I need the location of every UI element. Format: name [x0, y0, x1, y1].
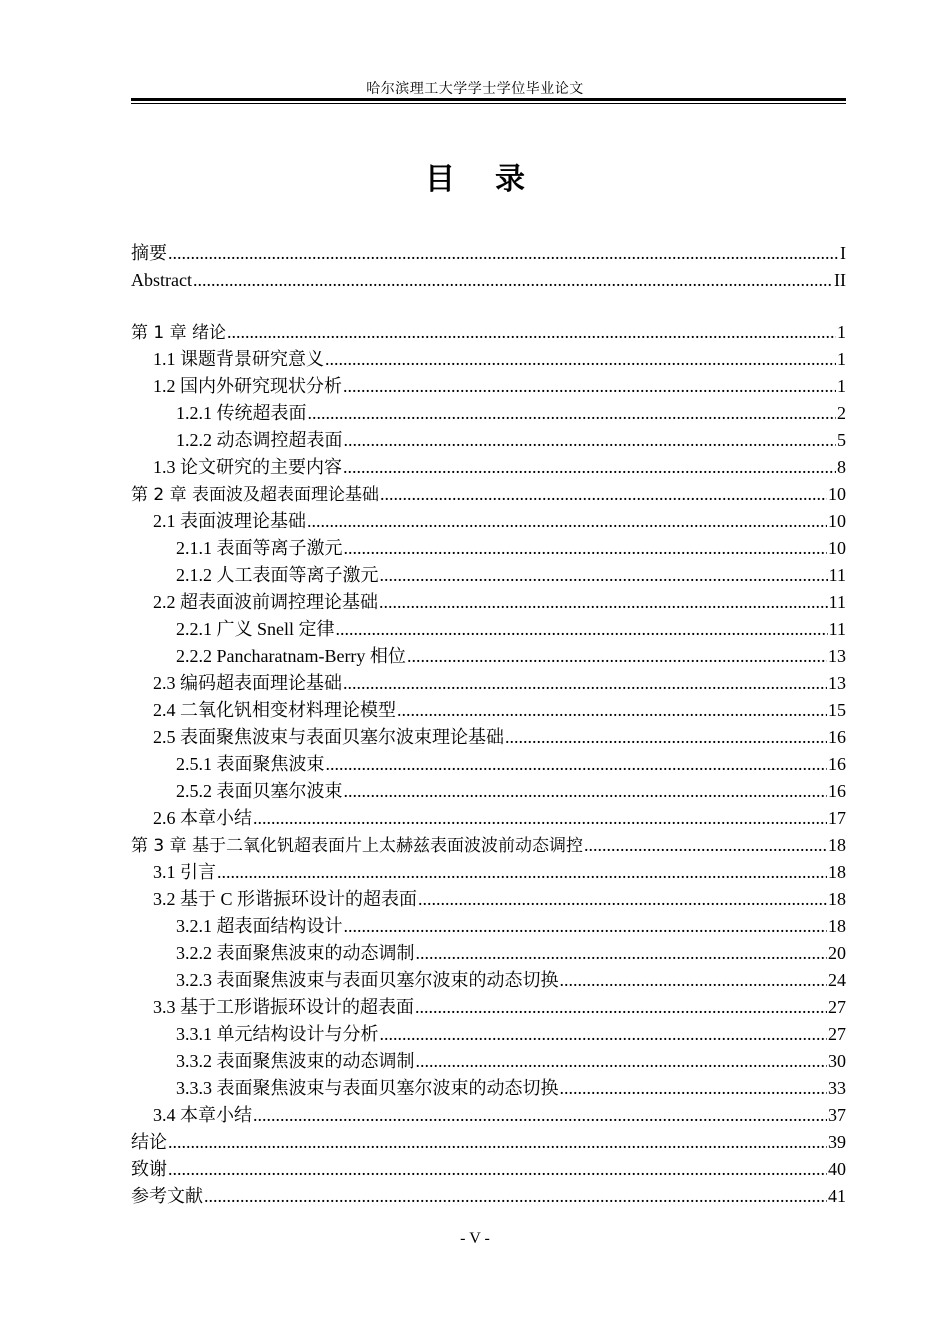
toc-entry[interactable] — [131, 994, 846, 1021]
toc-entry-page: 10 — [828, 484, 846, 504]
toc-entry-page: I — [840, 243, 846, 263]
toc-leader-dots — [505, 724, 827, 751]
toc-leader-dots — [343, 670, 827, 697]
toc-entry[interactable] — [131, 643, 846, 670]
toc-entry-page: 39 — [828, 1132, 846, 1152]
toc-entry-label: 2.5 表面聚焦波束与表面贝塞尔波束理论基础 — [153, 727, 504, 747]
toc-entry-page: 18 — [828, 916, 846, 936]
toc-entry-label: 第 2 章 表面波及超表面理论基础 — [131, 485, 380, 505]
page-number: - V - — [460, 1230, 490, 1247]
toc-entry-page: 2 — [837, 403, 846, 423]
toc-entry[interactable] — [131, 616, 846, 643]
toc-entry[interactable] — [131, 1021, 846, 1048]
toc-leader-dots — [168, 1129, 827, 1156]
toc-leader-dots — [418, 886, 827, 913]
toc-entry[interactable] — [131, 1183, 846, 1210]
toc-entry-page: 11 — [828, 565, 846, 585]
toc-entry-page: 27 — [828, 1024, 846, 1044]
toc-entry-label: 2.2 超表面波前调控理论基础 — [153, 592, 378, 612]
toc-leader-dots — [380, 1021, 828, 1048]
toc-leader-dots — [379, 589, 828, 616]
toc-entry-page: 41 — [828, 1186, 846, 1206]
toc-entry[interactable] — [131, 940, 846, 967]
toc-leader-dots — [343, 373, 836, 400]
toc-entry-label: 1.2.1 传统超表面 — [176, 403, 307, 423]
toc-entry[interactable] — [131, 1048, 846, 1075]
toc-entry[interactable] — [131, 1156, 846, 1183]
toc-entry-label: 致谢 — [131, 1159, 167, 1179]
toc-leader-dots — [168, 1156, 827, 1183]
toc-entry-page: 18 — [828, 889, 846, 909]
toc-entry-label: 3.3.1 单元结构设计与分析 — [176, 1024, 379, 1044]
toc-leader-dots — [407, 643, 827, 670]
toc-entry-label: 2.6 本章小结 — [153, 808, 252, 828]
toc-entry-label: 2.2.1 广义 Snell 定律 — [176, 619, 335, 639]
toc-entry-label: 结论 — [131, 1132, 167, 1152]
toc-entry[interactable] — [131, 697, 846, 724]
toc-list — [131, 240, 846, 1210]
toc-entry[interactable] — [131, 319, 846, 346]
toc-leader-dots — [380, 481, 827, 508]
toc-entry-label: 第 1 章 绪论 — [131, 323, 227, 343]
toc-title-char: 目 — [425, 162, 455, 197]
toc-entry-label: 3.3 基于工形谐振环设计的超表面 — [153, 997, 414, 1017]
toc-entry[interactable] — [131, 240, 846, 267]
toc-entry-page: 27 — [828, 997, 846, 1017]
toc-entry-page: 16 — [828, 781, 846, 801]
toc-leader-dots — [307, 508, 827, 535]
toc-entry-label: 2.5.2 表面贝塞尔波束 — [176, 781, 343, 801]
toc-entry-page: 33 — [828, 1078, 846, 1098]
toc-leader-dots — [325, 346, 836, 373]
toc-entry-page: 10 — [828, 511, 846, 531]
toc-leader-dots — [344, 427, 837, 454]
toc-entry-page: 1 — [837, 376, 846, 396]
toc-leader-dots — [336, 616, 828, 643]
toc-entry-page: 20 — [828, 943, 846, 963]
toc-entry-page: 37 — [828, 1105, 846, 1125]
toc-entry[interactable] — [131, 1129, 846, 1156]
toc-entry-label: 2.4 二氧化钒相变材料理论模型 — [153, 700, 396, 720]
toc-title — [0, 154, 950, 198]
header-rule-thin — [131, 103, 846, 104]
toc-entry-page: 15 — [828, 700, 846, 720]
toc-entry-label: 摘要 — [131, 243, 167, 263]
toc-entry[interactable] — [131, 724, 846, 751]
toc-entry-label: 2.5.1 表面聚焦波束 — [176, 754, 325, 774]
running-header: 哈尔滨理工大学学士学位毕业论文 — [366, 82, 584, 97]
toc-entry-page: 13 — [828, 646, 846, 666]
toc-entry[interactable] — [131, 267, 846, 294]
toc-entry-label: 3.4 本章小结 — [153, 1105, 252, 1125]
toc-leader-dots — [560, 1075, 828, 1102]
toc-entry-label: 2.1.1 表面等离子激元 — [176, 538, 343, 558]
toc-entry-label: 3.2.3 表面聚焦波束与表面贝塞尔波束的动态切换 — [176, 970, 559, 990]
toc-leader-dots — [253, 805, 827, 832]
toc-entry-page: 24 — [828, 970, 846, 990]
toc-entry-page: 16 — [828, 754, 846, 774]
toc-entry[interactable] — [131, 778, 846, 805]
toc-entry-page: 18 — [828, 835, 846, 855]
toc-entry[interactable] — [131, 1075, 846, 1102]
toc-entry-label: Abstract — [131, 270, 192, 290]
toc-entry-page: II — [834, 270, 846, 290]
toc-entry[interactable] — [131, 562, 846, 589]
toc-leader-dots — [168, 240, 839, 267]
toc-entry-label: 1.2 国内外研究现状分析 — [153, 376, 342, 396]
toc-entry-label: 第 3 章 基于二氧化钒超表面片上太赫兹表面波波前动态调控 — [131, 836, 584, 856]
toc-entry[interactable] — [131, 670, 846, 697]
toc-entry-label: 3.2.1 超表面结构设计 — [176, 916, 343, 936]
toc-entry-label: 2.1.2 人工表面等离子激元 — [176, 565, 379, 585]
toc-entry-label: 1.3 论文研究的主要内容 — [153, 457, 342, 477]
toc-leader-dots — [560, 967, 828, 994]
toc-entry[interactable] — [131, 373, 846, 400]
toc-entry[interactable] — [131, 859, 846, 886]
toc-entry-page: 1 — [837, 322, 846, 342]
toc-entry-label: 2.1 表面波理论基础 — [153, 511, 306, 531]
toc-entry[interactable] — [131, 400, 846, 427]
toc-leader-dots — [326, 751, 828, 778]
toc-entry[interactable] — [131, 832, 846, 859]
toc-entry[interactable] — [131, 751, 846, 778]
toc-leader-dots — [415, 994, 827, 1021]
toc-entry[interactable] — [131, 346, 846, 373]
toc-entry-label: 2.3 编码超表面理论基础 — [153, 673, 342, 693]
toc-leader-dots — [416, 1048, 828, 1075]
toc-entry-label: 2.2.2 Pancharatnam-Berry 相位 — [176, 646, 406, 666]
toc-entry[interactable] — [131, 427, 846, 454]
toc-entry[interactable] — [131, 805, 846, 832]
toc-entry-page: 10 — [828, 538, 846, 558]
toc-entry-page: 5 — [837, 430, 846, 450]
toc-leader-dots — [217, 859, 827, 886]
toc-entry-page: 1 — [837, 349, 846, 369]
toc-entry[interactable] — [131, 454, 846, 481]
toc-entry-page: 17 — [828, 808, 846, 828]
toc-leader-dots — [227, 319, 836, 346]
toc-entry-page: 40 — [828, 1159, 846, 1179]
toc-entry-page: 8 — [837, 457, 846, 477]
toc-entry[interactable] — [131, 535, 846, 562]
toc-entry-label: 3.2 基于 C 形谐振环设计的超表面 — [153, 889, 418, 909]
toc-entry-label: 3.1 引言 — [153, 862, 216, 882]
toc-entry-label: 1.2.2 动态调控超表面 — [176, 430, 343, 450]
toc-leader-dots — [308, 400, 837, 427]
toc-entry-page: 13 — [828, 673, 846, 693]
toc-leader-dots — [343, 454, 836, 481]
toc-title-char: 录 — [495, 162, 525, 197]
toc-entry-label: 3.3.2 表面聚焦波束的动态调制 — [176, 1051, 415, 1071]
toc-entry[interactable] — [131, 967, 846, 994]
toc-entry[interactable] — [131, 913, 846, 940]
toc-entry[interactable] — [131, 886, 846, 913]
toc-entry-label: 参考文献 — [131, 1186, 203, 1206]
toc-leader-dots — [344, 778, 828, 805]
toc-entry[interactable] — [131, 589, 846, 616]
toc-entry-page: 18 — [828, 862, 846, 882]
toc-entry-page: 11 — [828, 592, 846, 612]
toc-leader-dots — [253, 1102, 827, 1129]
toc-entry-label: 3.3.3 表面聚焦波束与表面贝塞尔波束的动态切换 — [176, 1078, 559, 1098]
toc-leader-dots — [344, 535, 828, 562]
toc-leader-dots — [416, 940, 828, 967]
toc-entry-page: 16 — [828, 727, 846, 747]
toc-entry-label: 3.2.2 表面聚焦波束的动态调制 — [176, 943, 415, 963]
toc-leader-dots — [397, 697, 827, 724]
toc-leader-dots — [193, 267, 833, 294]
toc-entry-page: 11 — [828, 619, 846, 639]
toc-leader-dots — [204, 1183, 827, 1210]
toc-leader-dots — [380, 562, 828, 589]
toc-leader-dots — [584, 832, 827, 859]
toc-entry[interactable] — [131, 481, 846, 508]
toc-entry-page: 30 — [828, 1051, 846, 1071]
toc-entry-label: 1.1 课题背景研究意义 — [153, 349, 324, 369]
toc-leader-dots — [344, 913, 828, 940]
toc-entry[interactable] — [131, 1102, 846, 1129]
toc-entry[interactable] — [131, 508, 846, 535]
header-rule-thick — [131, 98, 846, 101]
